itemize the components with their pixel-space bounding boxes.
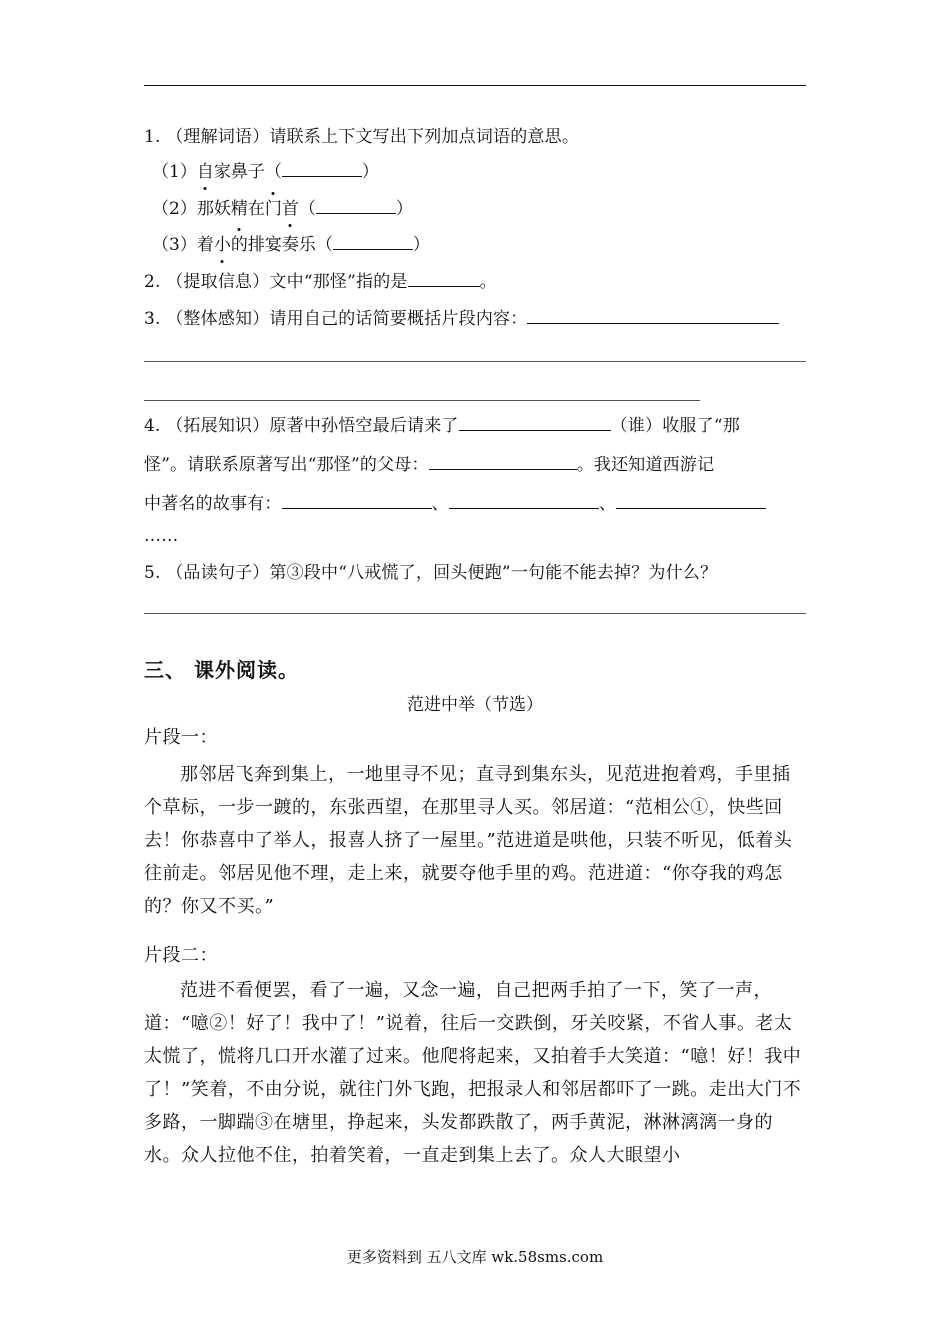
answer-blank[interactable] [282,160,362,177]
footer-text: 更多资料到 五八文库 wk.58sms.com [346,1248,604,1266]
dotted-char: 首 [281,199,299,219]
part-1-label: 片段一： [144,727,218,748]
dotted-char: 自 [196,162,214,182]
answer-blank[interactable] [459,414,611,431]
answer-blank[interactable] [316,197,396,214]
part-2-text: 范进不看便罢，看了一遍，又念一遍，自己把两手拍了一下，笑了一声，道：“噫②！好了！我中了！”说着，往后一交跌倒，牙关咬紧，不省人事。老太太慌了，慌将几口开水灌了过来。他爬将起来，又拍着手大笑道：“噫！好！我中了！”笑着，不由分说，就往门外飞跑，把报录人和邻居都吓了一跳。走出大门不多路，一脚踹③在塘里，挣起来，头发都跌散了，两手黄泥，淋淋漓漓一身的水。众人拉他不住，拍着笑着，一直走到集上去了。众人大眼望小 [144,980,802,1166]
answer-line[interactable] [144,400,700,401]
question-3: 3. （整体感知）请用自己的话简要概括片段内容： [144,307,779,330]
answer-blank[interactable] [449,492,599,509]
answer-blank[interactable] [616,492,766,509]
answer-line[interactable] [144,613,806,614]
question-4-line-3: 中著名的故事有： 、 、 [144,492,766,515]
answer-blank[interactable] [333,233,413,250]
passage-title: 范进中举（节选） [407,695,543,715]
answer-line[interactable] [144,361,806,362]
part-1-text: 那邻居飞奔到集上，一地里寻不见；直寻到集东头，见范进抱着鸡，手里插个草标，一步一踱的，东张西望，在那里寻人买。邻居道：“范相公①，快些回去！你恭喜中了举人，报喜人挤了一屋里。”范进道是哄他，只装不听见，低着头往前走。邻居见他不理，走上来，就要夺他手里的鸡。范进道：“你夺我的鸡怎的？你又不买。” [144,764,793,917]
answer-blank[interactable] [527,307,779,324]
dotted-char: 的 [230,235,248,255]
answer-blank[interactable] [408,270,480,287]
dotted-char: 门 [264,199,282,219]
question-1-item-3: （3）着小的排宴奏乐（ ） [152,235,430,255]
section-heading: 三、 课外阅读。 [144,658,299,682]
question-4-ellipsis: …… [144,526,179,546]
part-2-label: 片段二： [144,945,218,966]
question-2: 2. （提取信息）文中“那怪”指的是 。 [144,272,497,292]
answer-blank[interactable] [429,453,577,470]
question-4-line-1: 4. （拓展知识）原著中孙悟空最后请来了 （谁）收服了“那 [144,416,740,436]
question-4-line-2: 怪”。请联系原著写出“那怪”的父母： 。我还知道西游记 [144,455,715,475]
question-1-item-2: （2）那妖精在门首（ ） [152,199,413,219]
question-5: 5. （品读句子）第③段中“八戒慌了，回头便跑”一句能不能去掉？为什么？ [144,563,718,583]
answer-blank[interactable] [282,492,432,509]
question-1: 1. （理解词语）请联系上下文写出下列加点词语的意思。 [144,127,580,147]
question-1-item-1: （1）自家鼻子（ ） [152,162,379,182]
dotted-char: 小 [213,235,231,255]
top-rule [144,85,806,86]
